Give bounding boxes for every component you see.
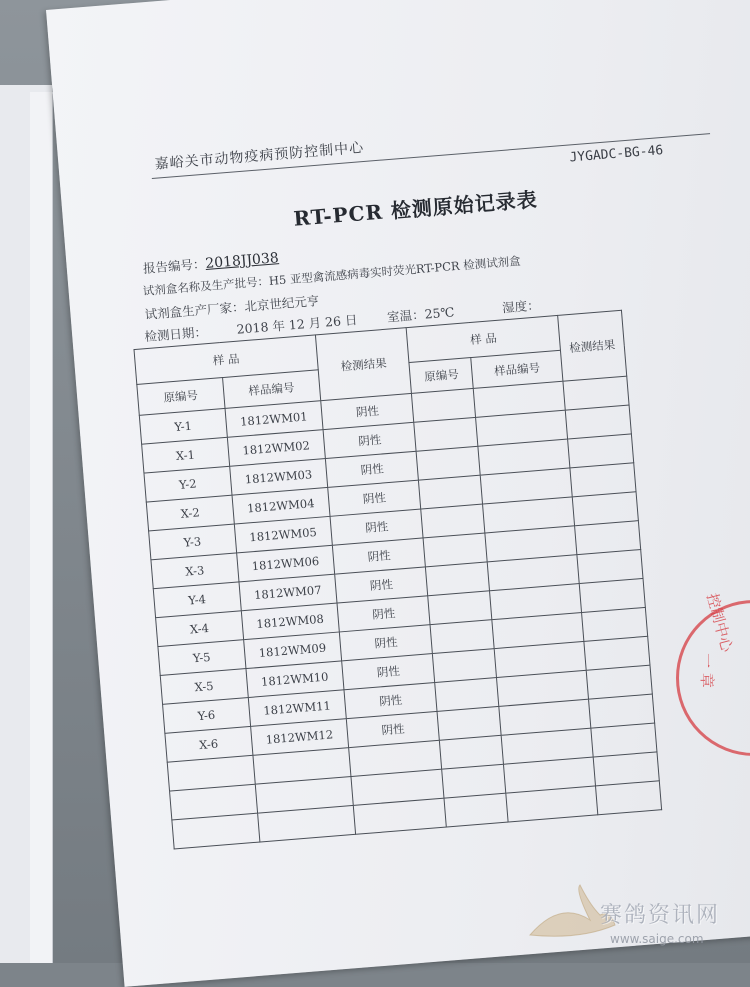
result-cell: 阴性: [335, 567, 428, 603]
maker-label: 试剂盒生产厂家：: [144, 299, 246, 323]
empty-cell: [595, 781, 661, 815]
record-table: [133, 310, 662, 850]
sample-group-header-right: 样 品: [407, 315, 561, 362]
date-value: 2018 年 12 月 26 日: [236, 312, 358, 337]
empty-cell: [172, 813, 260, 849]
kit-value: H5 亚型禽流感病毒实时荧光RT-PCR 检测试剂盒: [268, 253, 522, 288]
report-number-value: 2018JJ038: [204, 250, 280, 273]
original-number-cell: X-6: [165, 726, 253, 762]
report-number-label: 报告编号：: [142, 256, 206, 277]
sample-number-cell: 1812WM06: [236, 545, 334, 582]
original-number-cell: X-4: [156, 611, 244, 647]
original-number-cell: X-1: [142, 437, 230, 473]
underlying-page-edge: [30, 92, 53, 963]
original-number-cell: Y-5: [158, 640, 246, 676]
sample-group-header-left: 样 品: [134, 335, 318, 384]
sample-number-header-left: 样品编号: [222, 370, 321, 409]
kit-label: 试剂盒名称及生产批号：: [142, 274, 270, 299]
watermark-url: www.saige.com: [610, 932, 704, 946]
empty-cell: [444, 793, 508, 827]
sample-number-cell: 1812WM07: [239, 574, 337, 611]
original-number-cell: Y-2: [144, 466, 232, 502]
original-number-cell: Y-3: [149, 524, 237, 560]
original-number-cell: X-5: [160, 669, 248, 705]
result-header-right: 检测结果: [558, 310, 627, 381]
result-cell: 阴性: [325, 451, 418, 487]
sample-number-cell: 1812WM12: [250, 719, 348, 756]
original-number-cell: X-2: [146, 495, 234, 531]
result-cell: 阴性: [346, 711, 439, 747]
room-temp-value: 25℃: [423, 304, 455, 322]
result-cell: 阴性: [330, 509, 423, 545]
original-number-cell: Y-1: [139, 408, 227, 444]
empty-cell: [257, 805, 355, 842]
document-code: JYGADC-BG-46: [568, 142, 664, 166]
sample-number-cell: 1812WM10: [246, 661, 344, 698]
maker-value: 北京世纪元亨: [243, 293, 320, 315]
result-cell: 阴性: [344, 682, 437, 718]
sample-number-cell: 1812WM03: [229, 459, 327, 496]
result-cell: 阴性: [339, 625, 432, 661]
original-number-header-left: 原编号: [137, 378, 225, 416]
sample-number-cell: 1812WM11: [248, 690, 346, 727]
date-label: 检测日期：: [143, 324, 208, 345]
result-cell: 阴性: [323, 422, 416, 458]
sample-number-cell: 1812WM08: [241, 603, 339, 640]
result-cell: 阴性: [332, 538, 425, 574]
result-cell: 阴性: [337, 596, 430, 632]
room-temp-label: 室温：: [386, 306, 426, 325]
empty-cell: [506, 786, 598, 822]
sample-number-cell: 1812WM04: [232, 487, 330, 524]
sample-number-header-right: 样品编号: [471, 350, 563, 388]
original-number-cell: Y-4: [153, 582, 241, 618]
result-cell: 阴性: [342, 654, 435, 690]
table-body: [139, 376, 661, 849]
sample-number-cell: 1812WM01: [225, 401, 323, 438]
seal-text-top: 控制中心: [703, 591, 736, 654]
document-sheet: [46, 0, 750, 987]
original-number-header-right: 原编号: [409, 358, 473, 394]
sample-number-cell: 1812WM05: [234, 516, 332, 553]
result-cell: 阴性: [328, 480, 421, 516]
result-cell: 阴性: [321, 393, 414, 429]
sample-number-cell: 1812WM09: [243, 632, 341, 669]
result-header-left: 检测结果: [315, 328, 411, 401]
watermark-name: 赛鸽资讯网: [600, 903, 721, 928]
empty-cell: [353, 798, 446, 834]
document-title: RT-PCR 检测原始记录表: [292, 187, 539, 231]
report-number-line: [142, 248, 279, 277]
humidity-label: 湿度：: [501, 297, 541, 316]
seal-text-mid: 一 章: [697, 653, 716, 688]
sample-number-cell: 1812WM02: [227, 430, 325, 467]
original-number-cell: X-3: [151, 553, 239, 589]
original-number-cell: Y-6: [163, 698, 251, 734]
header-organization: 嘉峪关市动物疫病预防控制中心: [154, 139, 365, 173]
